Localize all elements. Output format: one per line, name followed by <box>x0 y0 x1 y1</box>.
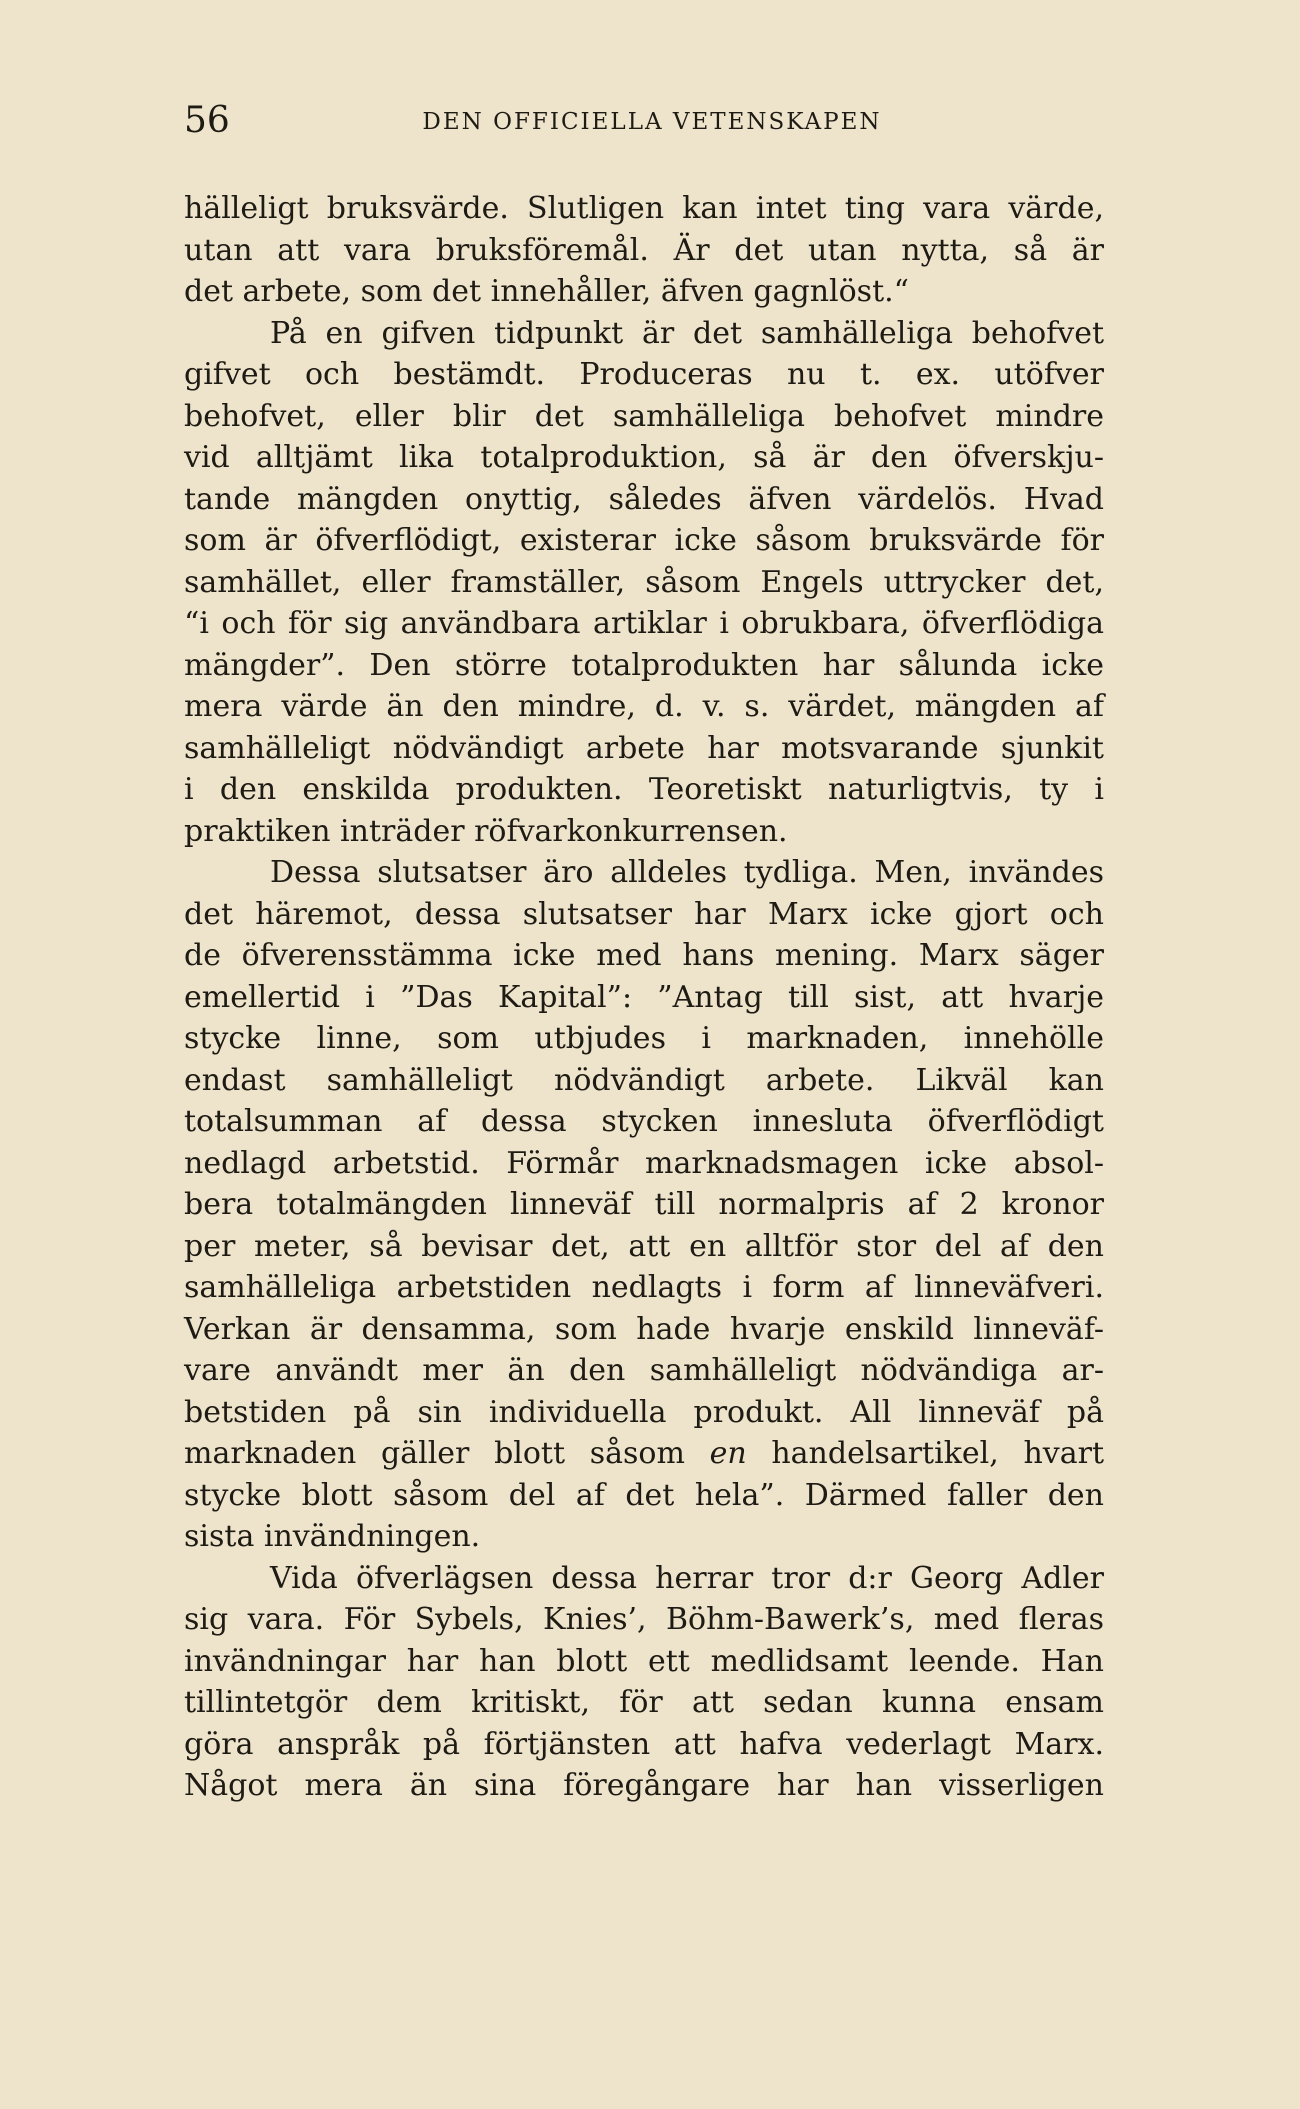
text-line: gifvet och bestämdt. Produceras nu t. ex. utöfver <box>184 357 1104 392</box>
text-line: mängder”. Den större totalprodukten har sålunda icke <box>184 647 1104 683</box>
text-line: vare användt mer än den samhälleligt nödvändiga ar- <box>184 1353 1104 1388</box>
text-line: invändningar har han blott ett medlidsamt leende. Han <box>184 1643 1104 1679</box>
text-line: tillintetgör dem kritiskt, för att sedan kunna ensam <box>184 1685 1104 1720</box>
text-line: hälleligt bruksvärde. Slutligen kan intet ting vara värde, <box>184 191 1104 226</box>
text-line: vid alltjämt lika totalproduktion, så är den öfverskju- <box>184 440 1104 475</box>
text-line: samhälleligt nödvändigt arbete har motsvarande sjunkit <box>184 730 1104 766</box>
text-line: emellertid i ”Das Kapital”: ”Antag till sist, att hvarje <box>184 979 1104 1015</box>
text-line: Vida öfverlägsen dessa herrar tror d:r Georg Adler <box>270 1560 1104 1596</box>
text-line: behofvet, eller blir det samhälleliga behofvet mindre <box>184 398 1104 434</box>
text-line: stycke linne, som utbjudes i marknaden, innehölle <box>184 1021 1104 1056</box>
text-line: Något mera än sina föregångare har han visserligen <box>184 1768 1104 1803</box>
text-line: bera totalmängden linneväf till normalpris af 2 kronor <box>184 1187 1104 1222</box>
text-line: det häremot, dessa slutsatser har Marx icke gjort och <box>184 896 1104 932</box>
text-line: På en gifven tidpunkt är det samhälleliga behofvet <box>270 315 1104 351</box>
text-line: göra anspråk på förtjänsten att hafva vederlagt Marx. <box>184 1726 1104 1762</box>
text-line: endast samhälleligt nödvändigt arbete. Likväl kan <box>184 1062 1104 1098</box>
page-header <box>184 96 1120 146</box>
text-line: samhället, eller framställer, såsom Engels uttrycker det, <box>184 564 1104 600</box>
text-line: de öfverensstämma icke med hans mening. Marx säger <box>184 938 1104 973</box>
text-line: utan att vara bruksföremål. Är det utan nytta, så är <box>184 232 1104 268</box>
text-segment: marknaden gäller blott såsom <box>184 1436 710 1471</box>
text-line: sig vara. För Sybels, Knies’, Böhm-Bawerk’s, med fleras <box>184 1602 1104 1637</box>
text-line: Verkan är densamma, som hade hvarje enskild linneväf- <box>184 1311 1104 1347</box>
text-line: sista invändningen. <box>184 1519 481 1554</box>
text-line: tande mängden onyttig, således äfven värdelös. Hvad <box>184 481 1104 517</box>
text-line: i den enskilda produkten. Teoretiskt naturligtvis, ty i <box>184 772 1104 807</box>
text-line <box>184 1433 1104 1475</box>
page-number: 56 <box>184 100 230 141</box>
running-title: DEN OFFICIELLA VETENSKAPEN <box>422 109 882 135</box>
text-line: stycke blott såsom del af det hela”. Därmed faller den <box>184 1477 1104 1513</box>
text-line: som är öfverflödigt, existerar icke såsom bruksvärde för <box>184 523 1104 558</box>
text-line: mera värde än den mindre, d. v. s. värdet, mängden af <box>184 689 1104 724</box>
text-line: praktiken inträder röfvarkonkurrensen. <box>184 813 788 849</box>
text-line: samhälleliga arbetstiden nedlagts i form af linneväfveri. <box>184 1270 1104 1305</box>
text-line: Dessa slutsatser äro alldeles tydliga. Men, invändes <box>270 855 1104 890</box>
text-line: det arbete, som det innehåller, äfven gagnlöst.“ <box>184 274 910 309</box>
text-line: totalsumman af dessa stycken innesluta öfverflödigt <box>184 1104 1104 1139</box>
body-text <box>184 188 1104 1807</box>
text-segment: handelsartikel, hvart <box>746 1436 1104 1471</box>
text-line: betstiden på sin individuella produkt. All linneväf på <box>184 1394 1104 1430</box>
emphasized-word: en <box>709 1436 747 1471</box>
text-line: per meter, så bevisar det, att en alltför stor del af den <box>184 1228 1104 1264</box>
text-line: nedlagd arbetstid. Förmår marknadsmagen icke absol- <box>184 1145 1104 1181</box>
text-line: “i och för sig användbara artiklar i obrukbara, öfverflödiga <box>184 606 1104 641</box>
